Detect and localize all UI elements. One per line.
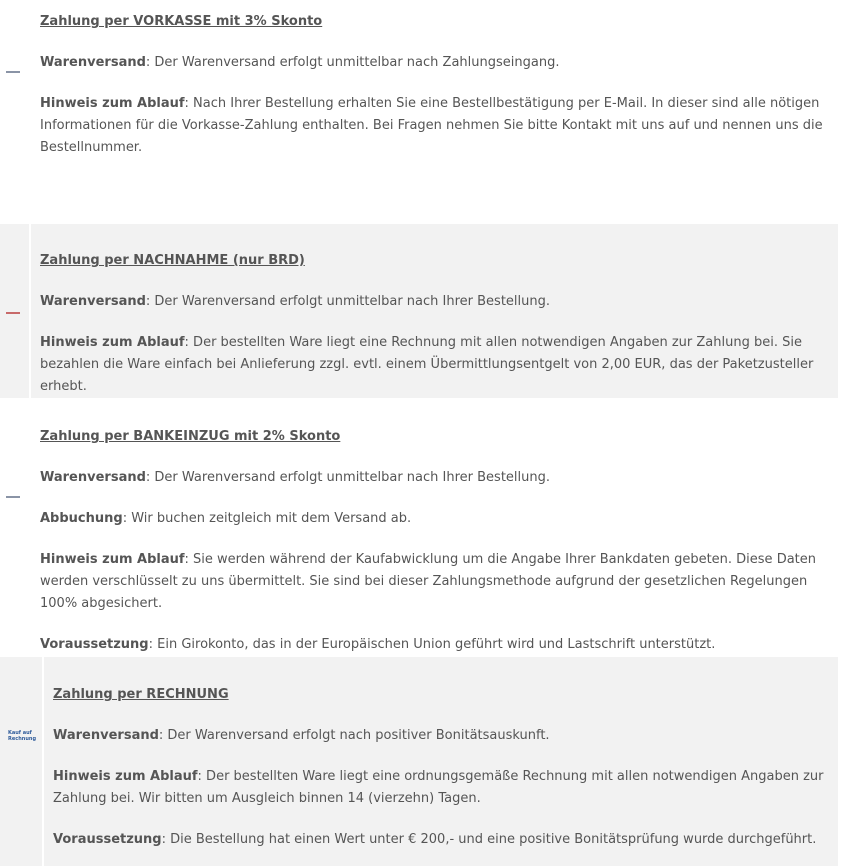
rechnung-icon-line-2: Rechnung	[8, 736, 37, 742]
vorkasse-icon	[6, 71, 20, 73]
payment-section-nachnahme	[0, 224, 838, 398]
info-hinweis: Hinweis zum Ablauf: Der bestellten Ware liegt eine Rechnung mit allen notwendigen Angaben zur Zahlung bei. Sie bezahlen die Ware einfach bei Anlieferung zzgl. evtl. einem Übermittlungsentgelt von 2,00 EUR, das der Paketzusteller erhebt.	[40, 335, 814, 394]
payment-section-bankeinzug	[0, 398, 838, 657]
info-warenversand: Warenversand: Der Warenversand erfolgt unmittelbar nach Zahlungseingang.	[40, 55, 560, 70]
info-warenversand: Warenversand: Der Warenversand erfolgt unmittelbar nach Ihrer Bestellung.	[40, 294, 551, 309]
section-title: Zahlung per NACHNAHME (nur BRD)	[40, 253, 305, 268]
info-warenversand: Warenversand: Der Warenversand erfolgt nach positiver Bonitätsauskunft.	[53, 728, 550, 743]
section-title: Zahlung per RECHNUNG	[53, 687, 229, 702]
info-hinweis: Hinweis zum Ablauf: Sie werden während der Kaufabwicklung um die Angabe Ihrer Bankdaten gebeten. Diese Daten werden verschlüsselt zu uns übermittelt. Sie sind bei dieser Zahlungsmethode aufgrund der gesetzlichen Regelungen 100% abgesichert.	[40, 552, 816, 611]
info-warenversand: Warenversand: Der Warenversand erfolgt unmittelbar nach Ihrer Bestellung.	[40, 470, 551, 485]
info-voraussetzung: Voraussetzung: Ein Girokonto, das in der Europäischen Union geführt wird und Lastschrift unterstützt.	[40, 637, 716, 652]
section-title: Zahlung per VORKASSE mit 3% Skonto	[40, 14, 323, 29]
info-voraussetzung: Voraussetzung: Die Bestellung hat einen Wert unter € 200,- und eine positive Bonitätsprüfung wurde durchgeführt.	[53, 832, 817, 847]
nachnahme-icon	[6, 312, 20, 314]
section-title: Zahlung per BANKEINZUG mit 2% Skonto	[40, 429, 341, 444]
payment-section-rechnung	[0, 657, 838, 866]
info-hinweis: Hinweis zum Ablauf: Der bestellten Ware liegt eine ordnungsgemäße Rechnung mit allen notwendigen Angaben zur Zahlung bei. Wir bitten um Ausgleich binnen 14 (vierzehn) Tagen.	[53, 769, 824, 806]
rechnung-icon-line-1: Kauf auf	[8, 730, 32, 736]
payment-section-vorkasse	[0, 0, 838, 224]
bankeinzug-icon	[6, 496, 20, 498]
info-abbuchung: Abbuchung: Wir buchen zeitgleich mit dem Versand ab.	[40, 511, 412, 526]
info-hinweis: Hinweis zum Ablauf: Nach Ihrer Bestellung erhalten Sie eine Bestellbestätigung per E-Mail. In dieser sind alle nötigen Informationen für die Vorkasse-Zahlung enthalten. Bei Fragen nehmen Sie bitte Kontakt mit uns auf und nennen uns die Bestellnummer.	[40, 96, 823, 155]
rechnung-icon	[8, 730, 36, 742]
